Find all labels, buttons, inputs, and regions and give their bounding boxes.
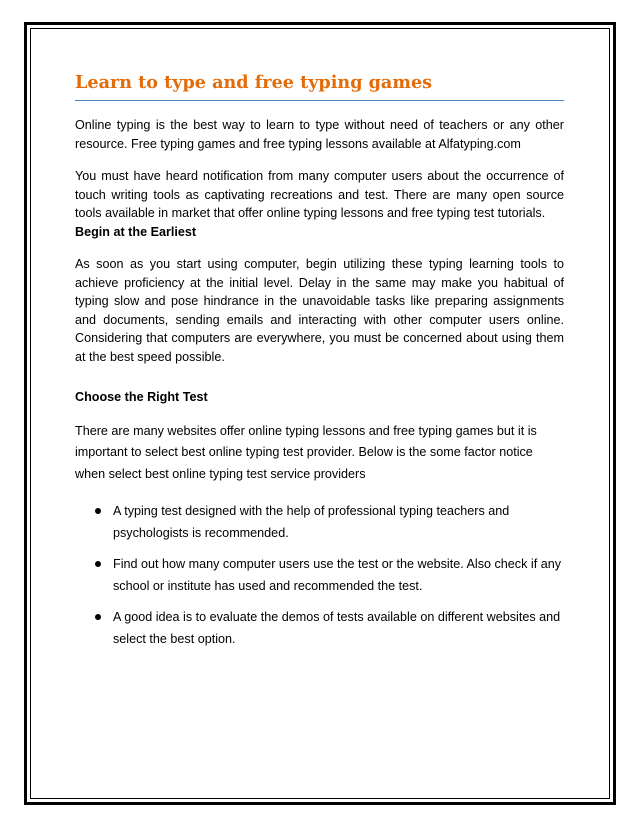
section-heading-choose-test: Choose the Right Test [75,390,208,404]
list-item-text: Find out how many computer users use the test or the website. Also check if any school or institute has used and recommended the test. [113,557,562,593]
intro-paragraph: Online typing is the best way to learn to type without need of teachers or any other resource. Free typing games and free typing lessons available at Alfatyping.com [75,118,564,151]
bullet-icon [95,561,101,567]
list-item-text: A typing test designed with the help of professional typing teachers and psychologists is recommended. [113,504,510,540]
list-item [75,607,564,650]
list-item [75,501,564,544]
bullet-icon [95,508,101,514]
notification-paragraph: You must have heard notification from many computer users about the occurrence of touch writing tools as captivating recreations and test. There are many open source tools available in market that offer online typing lessons and free typing test tutorials. [75,169,564,220]
section-body-begin-earliest: As soon as you start using computer, begin utilizing these typing learning tools to achieve proficiency at the initial level. Delay in the same may make you habitual of typing slow and pose hindrance in the unavoidable tasks like preparing assignments and documents, sending emails and interacting with other computer users online. Considering that computers are everywhere, you must be concerned about using them at the best speed possible. [75,257,564,364]
list-item-text: A good idea is to evaluate the demos of tests available on different websites and select the best option. [113,610,561,646]
list-item [75,554,564,597]
section-heading-begin-earliest: Begin at the Earliest [75,224,197,239]
bullet-icon [95,614,101,620]
factor-list [75,501,564,650]
page-title: Learn to type and free typing games [75,72,564,101]
document-body [75,72,564,660]
section-body-choose-test: There are many websites offer online typing lessons and free typing games but it is important to select best online typing test provider. Below is the some factor notice when select best online typing test service providers [75,423,537,481]
